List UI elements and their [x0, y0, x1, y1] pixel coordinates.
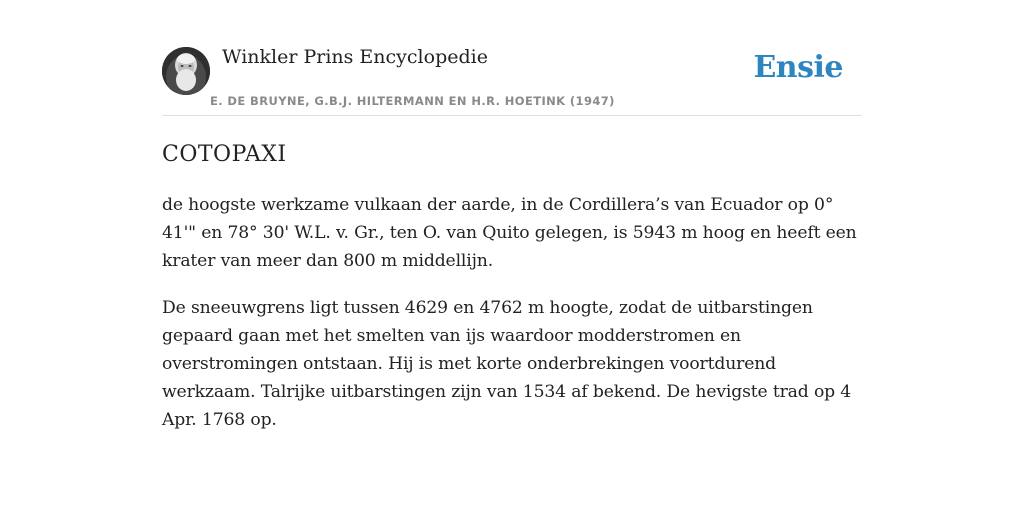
article — [162, 142, 862, 434]
author-avatar[interactable] — [162, 47, 210, 95]
brand-logo[interactable]: Ensie — [753, 50, 843, 85]
source-header — [162, 40, 862, 116]
article-paragraph: De sneeuwgrens ligt tussen 4629 en 4762 m hoogte, zodat de uitbarstingen gepaard gaan met het smelten van ijs waardoor modderstromen en overstromingen ontstaan. Hij is met korte onderbrekingen voortdurend werkzaam. Talrijke uitbarstingen zijn van 1534 af bekend. De hevigste trad op 4 Apr. 1768 op. — [162, 298, 852, 430]
source-title[interactable]: Winkler Prins Encyclopedie — [222, 46, 488, 68]
source-authors: E. DE BRUYNE, G.B.J. HILTERMANN EN H.R. HOETINK (1947) — [210, 94, 615, 108]
article-headword: COTOPAXI — [162, 142, 287, 167]
author-portrait-icon — [162, 47, 210, 95]
article-paragraph: de hoogste werkzame vulkaan der aarde, in de Cordillera’s van Ecuador op 0° 41'" en 78° 30' W.L. v. Gr., ten O. van Quito gelegen, is 5943 m hoog en heeft een krater van meer dan 800 m middellijn. — [162, 195, 857, 271]
page — [162, 40, 862, 434]
